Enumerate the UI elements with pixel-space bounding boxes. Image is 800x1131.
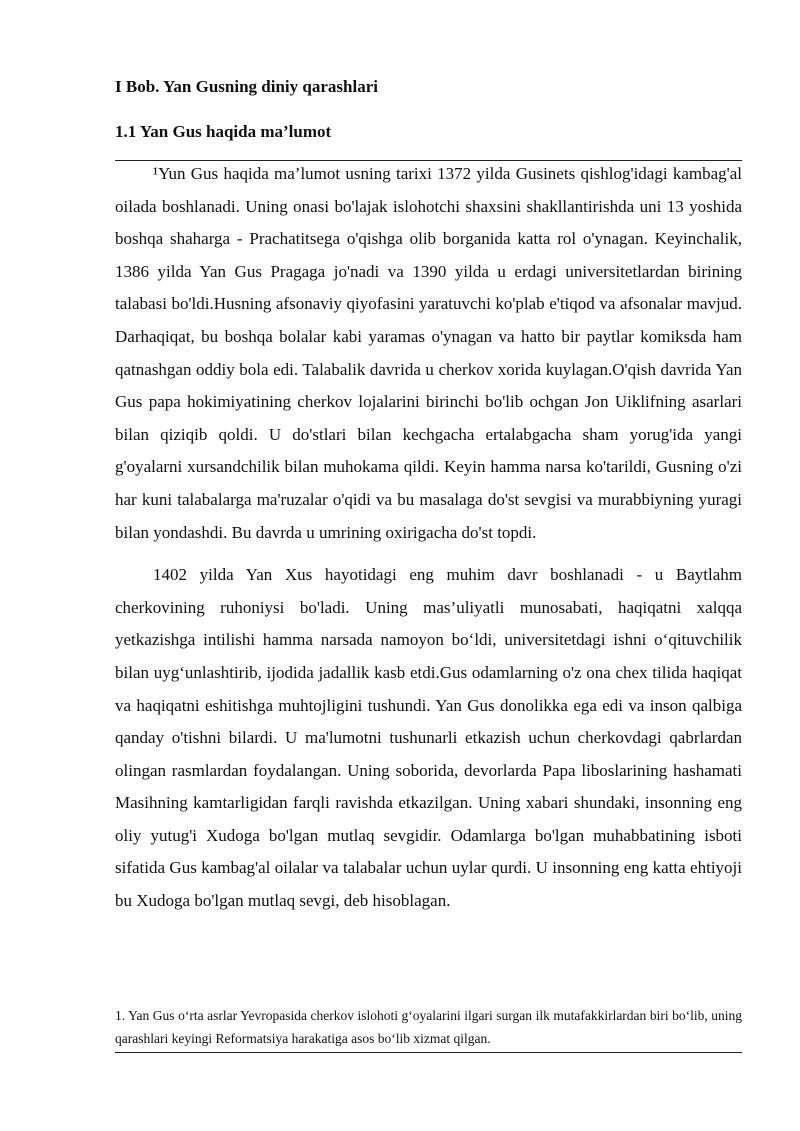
paragraph-2: 1402 yilda Yan Xus hayotidagi eng muhim davr boshlanadi - u Baytlahm cherkovining ruhoniysi bo'ladi. Uning mas’uliyatli munosabati, haqiqatni xalqqa yetkazishga intilishi hamma narsada namoyon bo‘ldi, universitetdagi ishni o‘qituvchilik bilan uyg‘unlashtirib, ijodida jadallik kasb etdi.Gus odamlarning o'z ona chex tilida haqiqat va haqiqatni eshitishga muhtojligini tushundi. Yan Gus donolikka ega edi va inson qalbiga qanday o'tishni bilardi. U ma'lumotni tushunarli etkazish uchun cherkovdagi qabrlardan olingan rasmlardan foydalangan. Uning soborida, devorlarda Papa liboslarining hashamati Masihning kamtarligidan farqli ravishda etkazilgan. Uning xabari shundaki, insonning eng oliy yutug'i Xudoga bo'lgan mutlaq sevgidir. Odamlarga bo'lgan muhabbatining isboti sifatida Gus kambag'al oilalar va talabalar uchun uylar qurdi. U insonning eng katta ehtiyoji bu Xudoga bo'lgan mutlaq sevgi, deb hisoblagan.	[115, 565, 742, 911]
chapter-title: I Bob. Yan Gusning diniy qarashlari	[115, 77, 378, 96]
section-title: 1.1 Yan Gus haqida ma’lumot	[115, 122, 332, 141]
paragraph-1-text: Yun Gus haqida ma’lumot usning tarixi 1372 yilda Gusinets qishlog'idagi kambag'al oilada boshlanadi. Uning onasi bo'lajak islohotchi shaxsini shakllantirishda uni 13 yoshida boshqa shaharga - Prachatitsega o'qishga olib borganida katta rol o'ynagan. Keyinchalik, 1386 yilda Yan Gus Pragaga jo'nadi va 1390 yilda u erdagi universitetlardan birining talabasi bo'ldi.Husning afsonaviy qiyofasini yaratuvchi ko'plab e'tiqod va afsonalar mavjud. Darhaqiqat, bu boshqa bolalar kabi yaramas o'ynagan va hatto bir paytlar komiksda ham qatnashgan oddiy bola edi. Talabalik davrida u cherkov xorida kuylagan.O'qish davrida Yan Gus papa hokimiyatining cherkov lojalarini birinchi bo'lib ochgan Jon Uiklifning asarlari bilan qiziqib qoldi. U do'stlari bilan kechgacha ertalabgacha sham yorug'ida yangi g'oyalarni xursandchilik bilan muhokama qildi. Keyin hamma narsa ko'tarildi, Gusning o'zi har kuni talabalarga ma'ruzalar o'qidi va bu masalaga do'st sevgisi va murabbiyning yuragi bilan yondashdi. Bu davrda u umrining oxirigacha do'st topdi.	[115, 164, 742, 542]
footnote: 1. Yan Gus o‘rta asrlar Yevropasida cherkov islohoti g‘oyalarini ilgari surgan ilk mutafakkirlardan biri bo‘lib, uning qarashlari keyingi Reformatsiya harakatiga asos bo‘lib xizmat qilgan.	[115, 1008, 742, 1046]
paragraph-1	[115, 158, 742, 549]
body-text	[115, 158, 742, 918]
footnote-divider	[115, 1052, 742, 1053]
footnote-marker: ¹	[153, 164, 159, 183]
